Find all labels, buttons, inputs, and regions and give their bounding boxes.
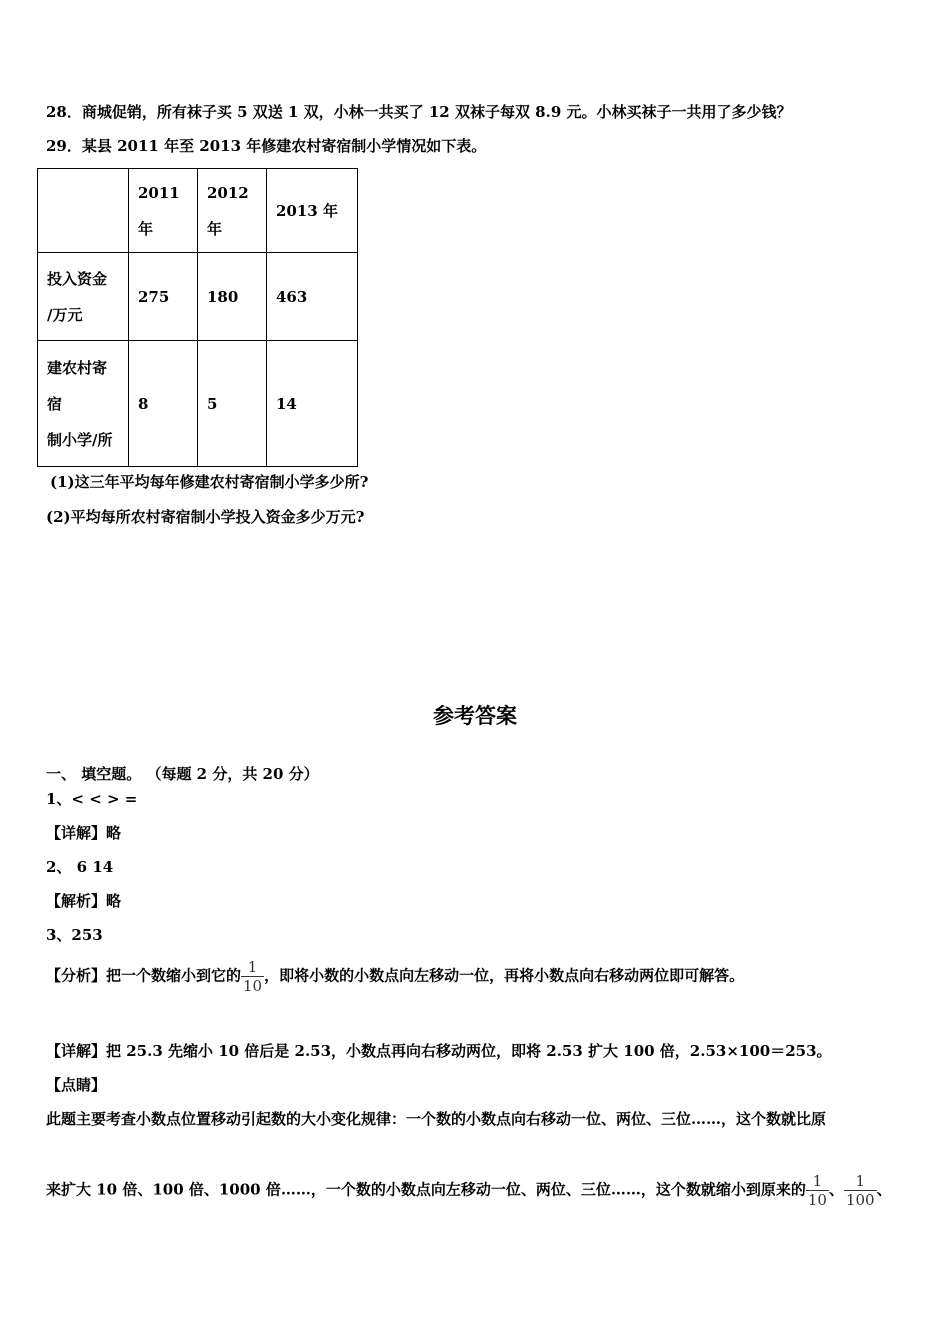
table-row-label (38, 253, 129, 341)
table-row-investment (38, 253, 358, 341)
answer-3: 3、253 (46, 926, 103, 944)
fraction-one-hundredth (844, 1172, 877, 1209)
sub-question-1: (1)这三年平均每年修建农村寄宿制小学多少所? (50, 473, 369, 491)
question-29: 29．某县 2011 年至 2013 年修建农村寄宿制小学情况如下表。 (46, 137, 487, 155)
answer-1: 1、< < > = (46, 790, 138, 808)
table-header-2011: 2011 年 (129, 169, 198, 253)
label-part: 投入资金 (47, 269, 108, 288)
label-part: 制小学/所 (47, 430, 113, 449)
analysis-text: 【分析】把一个数缩小到它的 (46, 966, 242, 985)
fraction-denominator: 10 (243, 977, 263, 995)
table-row-schools (38, 341, 358, 467)
answer-2-analysis: 【解析】略 (46, 892, 122, 910)
answer-3-detail: 【详解】把 25.3 先缩小 10 倍后是 2.53，小数点再向右移动两位，即将 2.53 扩大 100 倍，2.53×100＝253。 (46, 1042, 832, 1060)
sub-question-2: (2)平均每所农村寄宿制小学投入资金多少万元? (46, 508, 365, 526)
point-text: 来扩大 10 倍、100 倍、1000 倍……，一个数的小数点向左移动一位、两位、三位……，这个数就缩小到原来的 (46, 1180, 806, 1199)
answer-3-point-line1: 此题主要考查小数点位置移动引起数的大小变化规律：一个数的小数点向右移动一位、两位、三位……，这个数就比原 (46, 1110, 827, 1128)
table-row-label (38, 341, 129, 467)
answer-title: 参考答案 (433, 704, 517, 728)
fraction-denominator: 100 (845, 1191, 875, 1209)
question-28: 28．商城促销，所有袜子买 5 双送 1 双，小林一共买了 12 双袜子每双 8.9 元。小林买袜子一共用了多少钱？ (46, 103, 792, 121)
fraction-denominator: 10 (807, 1191, 827, 1209)
fraction-numerator: 1 (806, 1172, 829, 1191)
separator: 、 (876, 1180, 892, 1199)
analysis-text: ，即将小数的小数点向左移动一位，再将小数点向右移动两位即可解答。 (264, 966, 745, 985)
label-part: 宿 (47, 394, 63, 413)
label-part: 建农村寄 (47, 358, 108, 377)
fraction-one-tenth (241, 958, 264, 995)
fraction-numerator: 1 (241, 958, 264, 977)
answer-3-analysis (46, 958, 744, 995)
label-part: /万元 (47, 305, 83, 324)
fraction-numerator: 1 (844, 1172, 877, 1191)
answer-3-point-line2 (46, 1172, 892, 1209)
table-header-2012: 2012 年 (198, 169, 267, 253)
section-heading: 一、 填空题。 （每题 2 分，共 20 分） (46, 765, 319, 783)
table-cell: 8 (129, 341, 198, 467)
separator: 、 (828, 1180, 844, 1199)
answer-1-detail: 【详解】略 (46, 824, 122, 842)
table-cell: 5 (198, 341, 267, 467)
table-header-empty (38, 169, 129, 253)
table-header-row (38, 169, 358, 253)
fraction-one-tenth (806, 1172, 829, 1209)
table-cell: 14 (267, 341, 358, 467)
school-table (37, 168, 358, 467)
answer-2: 2、 6 14 (46, 858, 114, 876)
table-cell: 180 (198, 253, 267, 341)
table-cell: 463 (267, 253, 358, 341)
answer-3-point-label: 【点睛】 (46, 1076, 107, 1094)
table-header-2013: 2013 年 (267, 169, 358, 253)
table-cell: 275 (129, 253, 198, 341)
